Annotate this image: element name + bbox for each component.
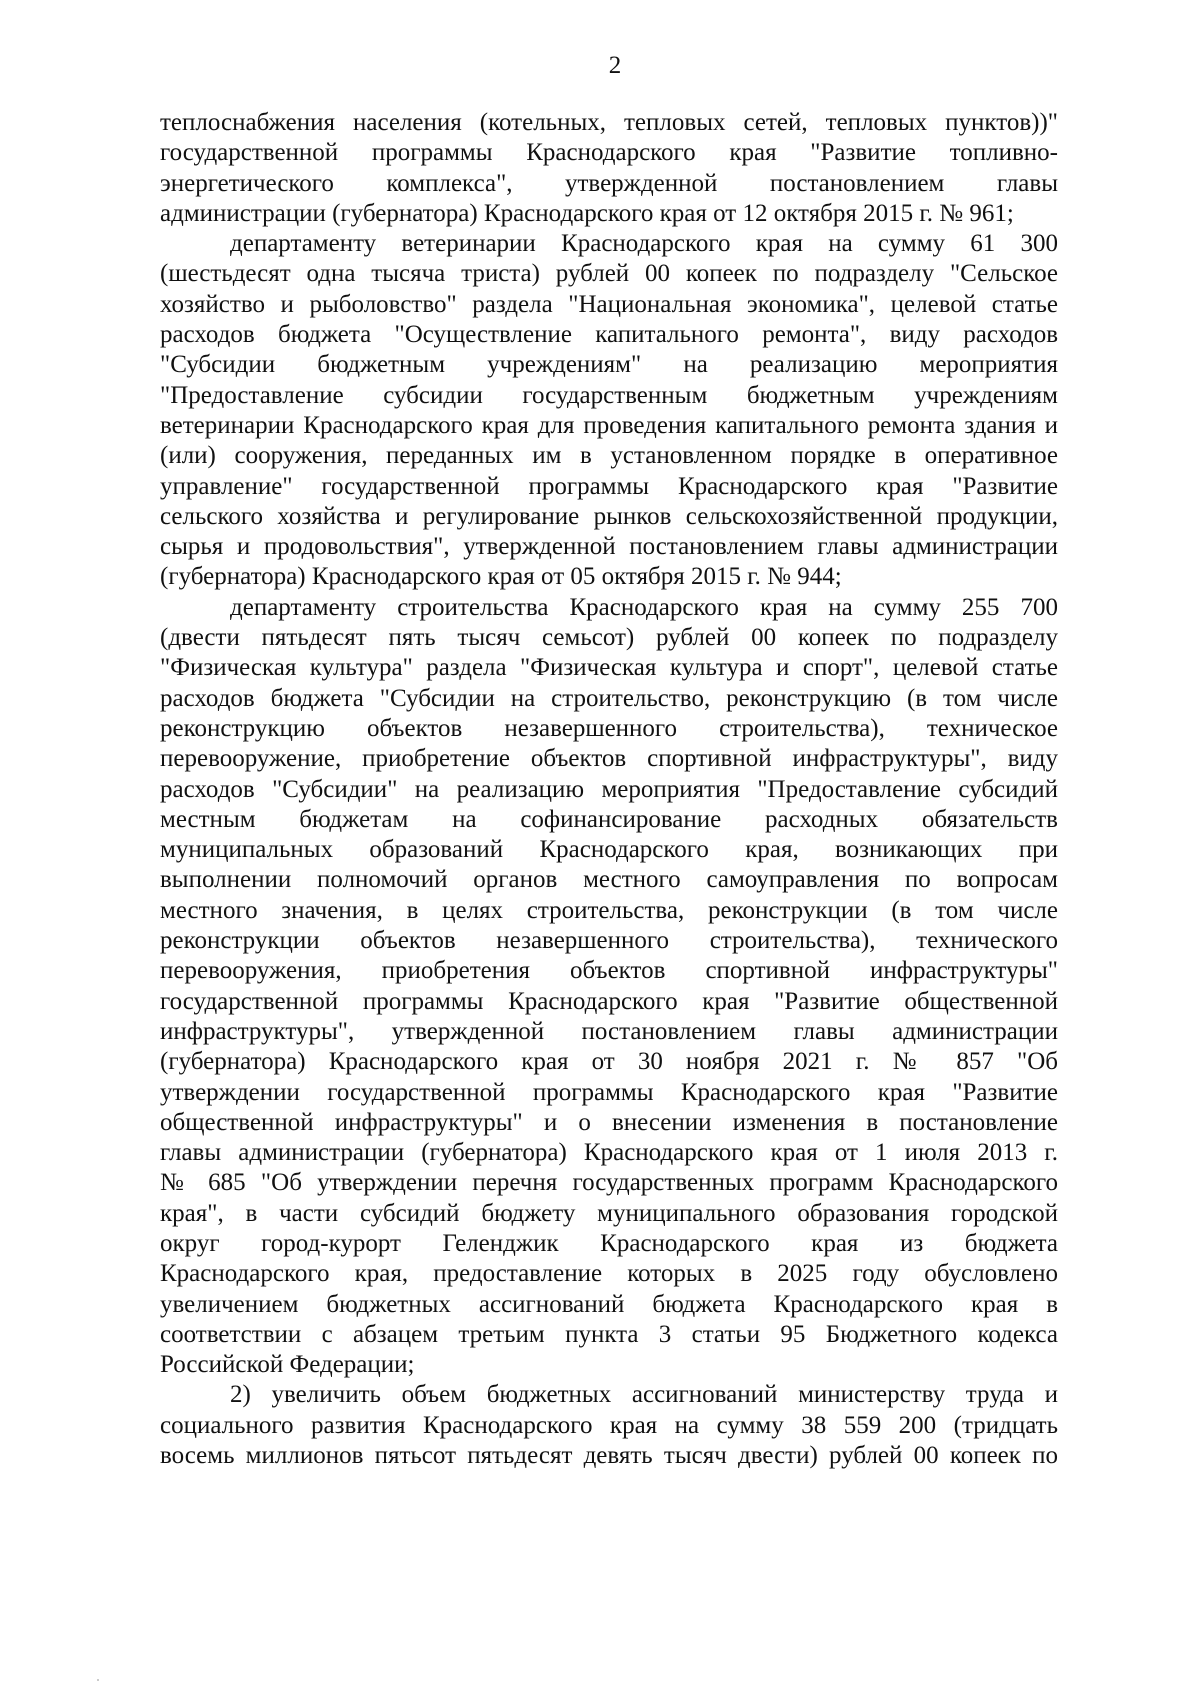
text-line: Российской Федерации; bbox=[160, 1351, 415, 1379]
text-line: увеличением бюджетных ассигнований бюджета Краснодарского края в bbox=[160, 1290, 1058, 1318]
text-line: хозяйство и рыболовство" раздела "Национальная экономика", целевой статье bbox=[160, 290, 1058, 318]
text-line: сельского хозяйства и регулирование рынков сельскохозяйственной продукции, bbox=[160, 502, 1058, 530]
paragraph-construction-department bbox=[160, 593, 1058, 1381]
text-line: "Предоставление субсидии государственным бюджетным учреждениям bbox=[160, 381, 1058, 409]
text-line: государственной программы Краснодарского края "Развитие общественной bbox=[160, 987, 1058, 1015]
text-line: (губернатора) Краснодарского края от 05 октября 2015 г. № 944; bbox=[160, 563, 842, 591]
text-line: перевооружение, приобретение объектов спортивной инфраструктуры", виду bbox=[160, 745, 1058, 773]
text-line: "Физическая культура" раздела "Физическая культура и спорт", целевой статье bbox=[160, 654, 1058, 682]
text-line: местного значения, в целях строительства, реконструкции (в том числе bbox=[160, 896, 1058, 924]
text-line: теплоснабжения населения (котельных, тепловых сетей, тепловых пунктов))" bbox=[160, 109, 1058, 136]
text-line: (двести пятьдесят пять тысяч семьсот) рублей 00 копеек по подразделу bbox=[160, 624, 1058, 652]
text-line: энергетического комплекса", утвержденной постановлением главы bbox=[160, 169, 1058, 197]
text-line: расходов бюджета "Осуществление капитального ремонта", виду расходов bbox=[160, 321, 1058, 349]
text-line: расходов бюджета "Субсидии на строительство, реконструкцию (в том числе bbox=[160, 684, 1058, 712]
scan-artifact bbox=[97, 1679, 99, 1681]
document-body bbox=[160, 108, 1058, 1471]
text-line: ветеринарии Краснодарского края для проведения капитального ремонта здания и bbox=[160, 411, 1058, 439]
text-line: департаменту строительства Краснодарского края на сумму 255 700 bbox=[230, 593, 1058, 621]
text-line: департаменту ветеринарии Краснодарского края на сумму 61 300 bbox=[230, 230, 1058, 258]
text-line: государственной программы Краснодарского края "Развитие топливно- bbox=[160, 139, 1058, 167]
text-line: управление" государственной программы Краснодарского края "Развитие bbox=[160, 472, 1058, 500]
text-line: № 685 "Об утверждении перечня государственных программ Краснодарского bbox=[160, 1169, 1058, 1197]
page-number: 2 bbox=[608, 52, 622, 79]
text-line: инфраструктуры", утвержденной постановлением главы администрации bbox=[160, 1017, 1058, 1045]
text-line: соответствии с абзацем третьим пункта 3 статьи 95 Бюджетного кодекса bbox=[160, 1320, 1058, 1348]
text-line: края", в части субсидий бюджету муниципального образования городской bbox=[160, 1199, 1058, 1227]
text-line: восемь миллионов пятьсот пятьдесят девять тысяч двести) рублей 00 копеек по bbox=[160, 1442, 1058, 1470]
text-line: перевооружения, приобретения объектов спортивной инфраструктуры" bbox=[160, 957, 1058, 985]
text-line: общественной инфраструктуры" и о внесении изменения в постановление bbox=[160, 1108, 1058, 1136]
text-line: выполнении полномочий органов местного самоуправления по вопросам bbox=[160, 866, 1058, 894]
paragraph-heat-supply-continuation bbox=[160, 108, 1058, 229]
paragraph-veterinary-department bbox=[160, 229, 1058, 593]
text-line: (шестьдесят одна тысяча триста) рублей 00 копеек по подразделу "Сельское bbox=[160, 260, 1058, 288]
text-line: "Субсидии бюджетным учреждениям" на реализацию мероприятия bbox=[160, 351, 1058, 379]
text-line: утверждении государственной программы Краснодарского края "Развитие bbox=[160, 1078, 1058, 1106]
text-line: главы администрации (губернатора) Краснодарского края от 1 июля 2013 г. bbox=[160, 1139, 1058, 1167]
text-line: местным бюджетам на софинансирование расходных обязательств bbox=[160, 805, 1058, 833]
text-line: округ город-курорт Геленджик Краснодарского края из бюджета bbox=[160, 1229, 1058, 1257]
paragraph-labor-ministry bbox=[160, 1380, 1058, 1471]
text-line: муниципальных образований Краснодарского края, возникающих при bbox=[160, 836, 1058, 864]
text-line: реконструкцию объектов незавершенного строительства), техническое bbox=[160, 714, 1058, 742]
text-line: социального развития Краснодарского края на сумму 38 559 200 (тридцать bbox=[160, 1411, 1058, 1439]
text-line: 2) увеличить объем бюджетных ассигнований министерству труда и bbox=[230, 1381, 1058, 1409]
text-line: администрации (губернатора) Краснодарского края от 12 октября 2015 г. № 961; bbox=[160, 199, 1014, 227]
text-line: (губернатора) Краснодарского края от 30 ноября 2021 г. № 857 "Об bbox=[160, 1048, 1058, 1076]
text-line: Краснодарского края, предоставление которых в 2025 году обусловлено bbox=[160, 1260, 1058, 1288]
text-line: реконструкции объектов незавершенного строительства), технического bbox=[160, 927, 1058, 955]
text-line: (или) сооружения, переданных им в установленном порядке в оперативное bbox=[160, 442, 1058, 470]
text-line: сырья и продовольствия", утвержденной постановлением главы администрации bbox=[160, 533, 1058, 561]
text-line: расходов "Субсидии" на реализацию мероприятия "Предоставление субсидий bbox=[160, 775, 1058, 803]
